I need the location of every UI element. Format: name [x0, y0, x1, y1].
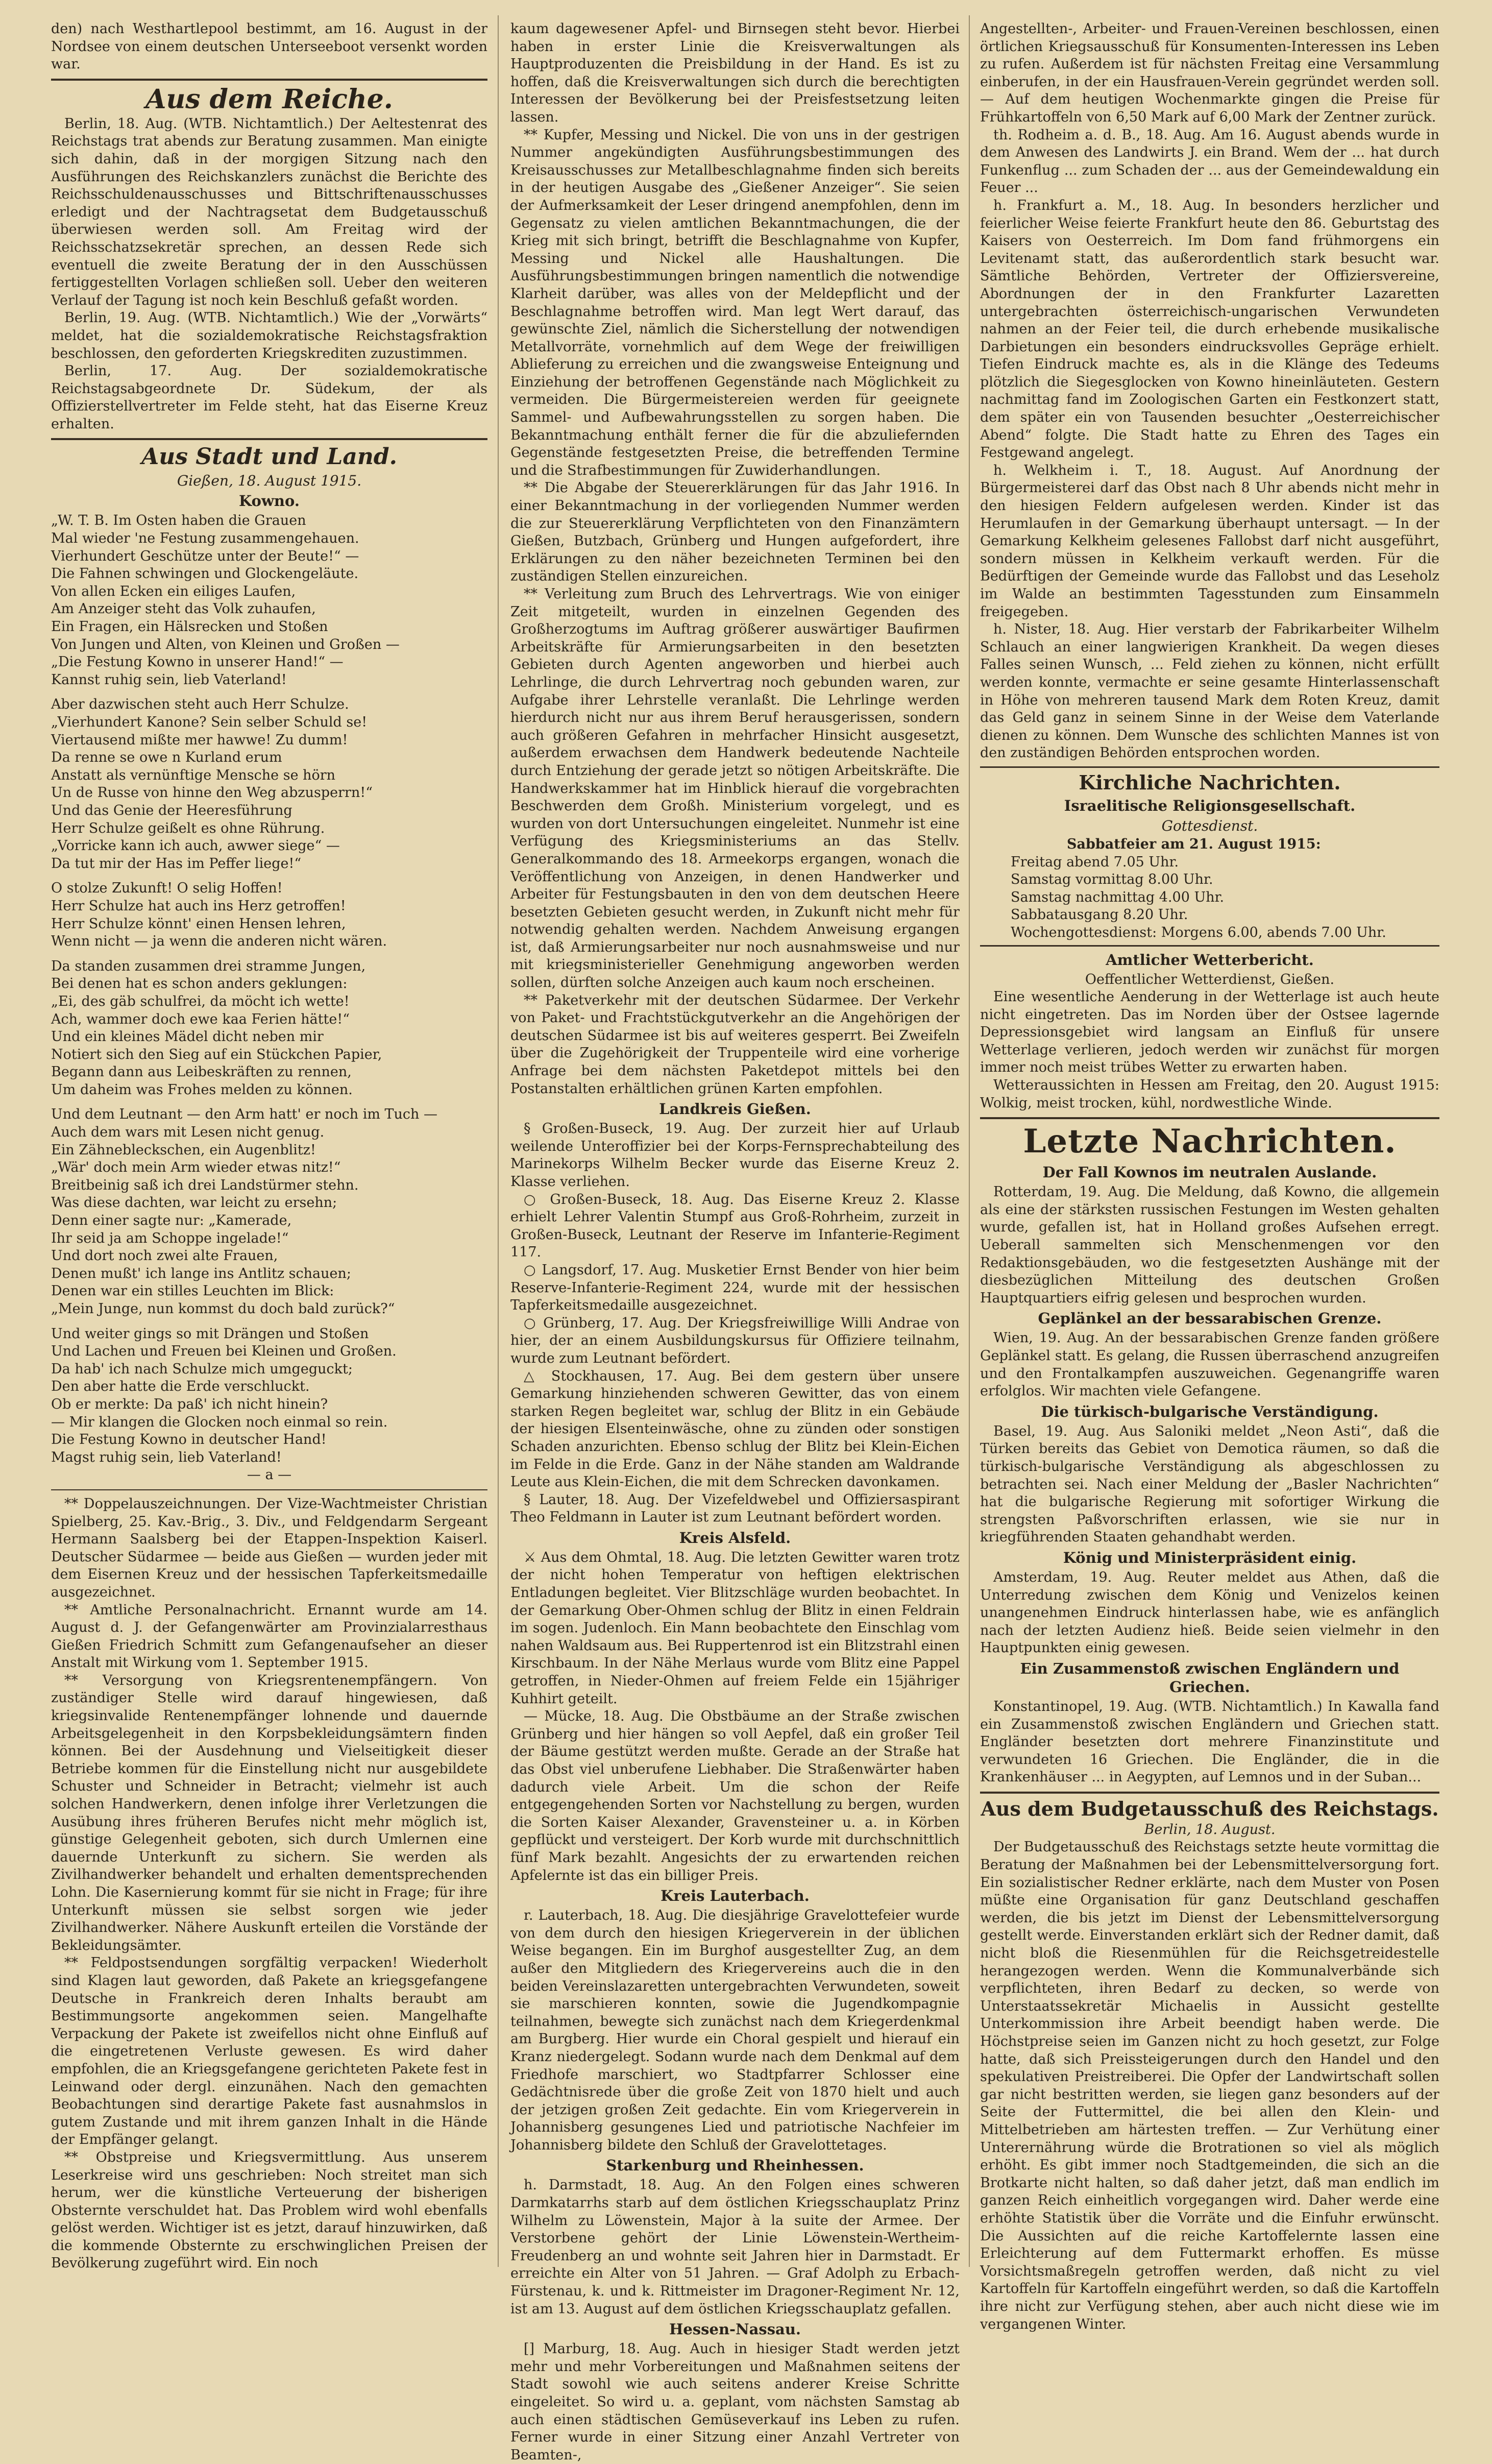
poem-line: „Die Festung Kowno in unserer Hand!“ — [51, 654, 344, 670]
poem-line: „Mein Junge, nun kommst du doch bald zurück?“ [51, 1301, 395, 1317]
article: h. Welkheim i. T., 18. August. Auf Anordnung der Bürgermeisterei darf das Obst nach 8 Uhr abends nicht mehr in den hiesigen Feldern aufgelesen werden. Kinder ist das Herumlaufen in der Gemarkung überhaupt untersagt. — In der Gemarkung Kelkheim gelesenes Fallobst darf nicht ausgeführt, sondern müssen in Kelkheim verkauft werden. Für die Bedürftigen der Gemeinde wurde das Fallobst und das Leseholz im Walde an bestimmten Tagesstunden zum Einsammeln freigegeben. [980, 462, 1439, 620]
poem-line: — Mir klangen die Glocken noch einmal so rein. [51, 1414, 388, 1430]
article: ** Verleitung zum Bruch des Lehrvertrags. Wie von einiger Zeit mitgeteilt, wurden in einzelnen Gegenden des Großherzogtums im Auftrag größerer auswärtiger Baufirmen Arbeitskräfte für Armierungsarbeiten in den besetzten Gebieten durch Agenten angeworben und hierbei auch Lehrlinge, die durch Lehrvertrag noch gebunden waren, zur Aufgabe ihrer Lehrstelle veranlaßt. Die Lehrlinge werden hierdurch nicht nur aus ihrem Beruf herausgerissen, sondern auch größeren Gefahren in mehrfacher Hinsicht ausgesetzt, außerdem erwachsen dem Handwerk bedeutende Nachteile durch Entziehung der gerade jetzt so nötigen Arbeitskräfte. Die Handwerkskammer hat im Hinblick hierauf die vorgebrachten Beschwerden dem Großh. Ministerium vorgelegt, und es wurden von dort Untersuchungen eingeleitet. Nunmehr ist eine Verfügung des Kriegsministeriums an das Stellv. Generalkommando des 18. Armeekorps ergangen, wonach die Veröffentlichung von Anzeigen, in denen Handwerker und Arbeiter für Festungsbauten in den von dem deutschen Heere besetzten Gebieten gesucht werden, in Zukunft nicht mehr für notwendig gehalten werden. Nachdem Anweisung ergangen ist, daß Armierungsarbeiter nur noch ausnahmsweise und nur mit kriegsministerieller Genehmigung angeworben werden sollen, dürften solche Anzeigen auch kaum noch erscheinen. [510, 586, 960, 991]
poem-line: Magst ruhig sein, lieb Vaterland! [51, 1449, 282, 1465]
poem-line: Und ein kleines Mädel dicht neben mir [51, 1029, 324, 1045]
article: Berlin, 19. Aug. (WTB. Nichtamtlich.) Wie der „Vorwärts“ meldet, hat die sozialdemokratische Reichstagsfraktion beschlossen, den geforderten Kriegskrediten zuzustimmen. [51, 310, 487, 361]
article: ** Obstpreise und Kriegsvermittlung. Aus unserem Leserkreise wird uns geschrieben: Noch streitet man sich herum, wer die künstliche Verteuerung der bisherigen Obsternte verschuldet hat. Das Problem wird wohl ebenfalls gelöst werden. Wichtiger ist es jetzt, darauf hinzuwirken, daß die kommende Obsternte zu erschwinglichen Preisen der Bevölkerung zugeführt wird. Ein noch [51, 2149, 487, 2272]
article: Amsterdam, 19. Aug. Reuter meldet aus Athen, daß die Unterredung zwischen dem König und Venizelos keinen unangenehmen Eindruck hinterlassen habe, wie es anfänglich nach der letzten Audienz hieß. Beide seien vielmehr in den Hauptpunkten einig gewesen. [980, 1569, 1439, 1656]
section-title-reich: Aus dem Reiche. [145, 83, 393, 115]
poem-line: Herr Schulze könnt' einen Hensen lehren, [51, 915, 346, 932]
article: ** Doppelauszeichnungen. Der Vize-Wachtmeister Christian Spielberg, 25. Kav.-Brig., 3. Div., und Feldgendarm Sergeant Hermann Saalsberg bei der Etappen-Inspektion Kaiserl. Deutscher Südarmee — beide aus Gießen — wurden jeder mit dem Eisernen Kreuz und der hessischen Tapferkeitsmedaille ausgezeichnet. [51, 1495, 487, 1600]
poem-line: Viertausend mißte mer hawwe! Zu dumm! [51, 732, 348, 748]
article: ○ Langsdorf, 17. Aug. Musketier Ernst Bender von hier beim Reserve-Infanterie-Regiment 224, wurde mit der hessischen Tapferkeitsmedaille ausgezeichnet. [510, 1262, 960, 1314]
poem-line: Notiert sich den Sieg auf ein Stückchen Papier, [51, 1046, 382, 1062]
poem-line: „Vierhundert Kanone? Sein selber Schuld se! [51, 714, 368, 730]
section-rule [51, 1489, 487, 1490]
column-1 [51, 20, 487, 2272]
article: Basel, 19. Aug. Aus Saloniki meldet „Neon Asti“, daß die Türken bereits das Gebiet von Demotica räumen, so daß die türkisch-bulgarische Verständigung als abgeschlossen zu betrachten sei. Nach einer Meldung der „Basler Nachrichten“ hat die bulgarische Regierung mit sofortiger Wirkung die strengsten Paßvorschriften erlassen, wie sie nur in kriegführenden Staaten gehandhabt werden. [980, 1423, 1439, 1545]
poem-line: Un de Russe von hinne den Weg abzusperrn!“ [51, 785, 373, 801]
subsection-title: Kreis Lauterbach. [661, 1887, 810, 1905]
poem-line: Von allen Ecken ein eiliges Laufen, [51, 583, 296, 599]
stanza-gap [51, 689, 487, 696]
article: Konstantinopel, 19. Aug. (WTB. Nichtamtlich.) In Kawalla fand ein Zusammenstoß zwischen Engländern und Griechen statt. Engländer besetzten dort mehrere Finanzinstitute und verwundeten 16 Griechen. Die Engländer, die in die Krankenhäuser ... in Aegypten, auf Lemnos und in der Suban... [980, 1698, 1439, 1785]
weather-forecast: Wetteraussichten in Hessen am Freitag, den 20. August 1915: Wolkig, meist trocken, kühl, nordwestliche Winde. [980, 1077, 1439, 1111]
poem-line: Aber dazwischen steht auch Herr Schulze. [51, 696, 349, 713]
poem-line: Da tut mir der Has im Peffer liege!“ [51, 855, 302, 872]
poem-line: Denen mußt' ich lange ins Antlitz schauen; [51, 1265, 351, 1282]
article: ** Feldpostsendungen sorgfältig verpacken! Wiederholt sind Klagen laut geworden, daß Pakete an kriegsgefangene Deutsche in Frankreich deren Inhalts beraubt am Bestimmungsorte angekommen seien. Mangelhafte Verpackung der Pakete ist zweifellos nicht ohne Einfluß auf die eingetretenen Verluste gewesen. Es wird daher empfohlen, die an Kriegsgefangene gerichteten Pakete fest in Leinwand oder dergl. einzunähen. Nach den gemachten Beobachtungen sind derartige Pakete fast ausnahmslos in gutem Zustande und mit ihrem ganzen Inhalt in die Hände der Empfänger gelangt. [51, 1955, 487, 2148]
article: ○ Großen-Buseck, 18. Aug. Das Eiserne Kreuz 2. Klasse erhielt Lehrer Valentin Stumpf aus Groß-Rohrheim, zurzeit in Großen-Buseck, Leutnant der Reserve im Infanterie-Regiment 117. [510, 1191, 960, 1261]
poem-line: Da renne se owe n Kurland erum [51, 750, 282, 766]
poem-line: Am Anzeiger steht das Volk zuhaufen, [51, 601, 316, 617]
subsection-title: Der Fall Kownos im neutralen Auslande. [1042, 1164, 1377, 1181]
article: r. Lauterbach, 18. Aug. Die diesjährige Gravelottefeier wurde von dem durch den hiesigen Kriegerverein in der üblichen Weise begangen. Ein im Burghof ausgestellter Zug, an dem außer den Mitgliedern des Kriegervereins auch die in den beiden Vereinslazaretten untergebrachten Verwundeten, soweit sie marschieren konnten, sowie die Jugendkompagnie teilnahmen, bewegte sich zunächst nach dem Kriegerdenkmal am Burgberg. Hier wurde ein Choral gespielt und hierauf ein Kranz niedergelegt. Sodann wurde nach dem Denkmal auf dem Friedhofe marschiert, wo Stadtpfarrer Schlosser eine Gedächtnisrede über die große Zeit von 1870 hielt und auch der jetzigen großen Zeit gedachte. Ein vom Kriegerverein in Johannisberg gesungenes Lied und patriotische Nachfeier im Johannisberg bildete den Schluß der Gravelottetages. [510, 1907, 960, 2153]
poem-line: „W. T. B. Im Osten haben die Grauen [51, 513, 306, 529]
poem-line: Herr Schulze geißelt es ohne Rührung. [51, 820, 325, 836]
article: ** Versorgung von Kriegsrentenempfängern. Von zuständiger Stelle wird darauf hingewiesen, daß kriegsinvalide Rentenempfänger lohnende und dauernde Arbeitsgelegenheit in den Korpsbekleidungsämtern finden können. Bei der Ausdehnung und Vielseitigkeit dieser Betriebe kommen für die Einstellung nicht nur ausgebildete Schuster und Schneider in Betracht; vielmehr ist auch solchen Handwerkern, denen infolge ihrer Verletzungen die Ausübung ihres früheren Berufes nicht mehr möglich ist, günstige Gelegenheit geboten, sich durch Umlernen eine dauernde Unterkunft zu sichern. Sie werden als Zivilhandwerker behandelt und erhalten dementsprechenden Lohn. Die Kasernierung kommt für sie nicht in Frage; für ihre Unterkunft müssen sie selbst sorgen wie jeder Zivilhandwerker. Nähere Auskunft erteilen die Vorstände der Bekleidungsämter. [51, 1672, 487, 1953]
article: Berlin, 18. Aug. (WTB. Nichtamtlich.) Der Aeltestenrat des Reichstags trat abends zur Beratung zusammen. Man einigte sich dahin, daß in der morgigen Sitzung nach den Ausführungen des Reichskanzlers zunächst die Berichte des Reichsschuldenausschusses und Bittschriftenausschusses erledigt und der Nachtragsetat dem Budgetausschuß überwiesen werden soll. Am Freitag wird der Reichsschatzsekretär sprechen, an dessen Rede sich eventuell die zweite Beratung der in den Ausschüssen fertiggestellten Vorlagen schließen soll. Ueber den weiteren Verlauf der Tagung ist noch kein Beschluß gefaßt worden. [51, 115, 487, 308]
article: — Mücke, 18. Aug. Die Obstbäume an der Straße zwischen Grünberg und hier hängen so voll Aepfel, daß ein großer Teil der Bäume gestützt werden mußte. Gerade an der Straße hat das Obst viel unberufene Liebhaber. Die Straßenwärter haben dadurch viele Arbeit. Um die schon der Reife entgegengehenden Sorten vor Nachstellung zu bergen, wurden die Sorten Kaiser Alexander, Gravensteiner u. a. in Körben gepflückt und versteigert. Der Korb wurde mit durchschnittlich fünf Mark bezahlt. Angesichts der zu erwartenden reichen Apfelernte ist das ein billiger Preis. [510, 1708, 960, 1883]
poem-line: Bei denen hat es schon anders geklungen: [51, 976, 348, 992]
article: [] Marburg, 18. Aug. Auch in hiesiger Stadt werden jetzt mehr und mehr Vorbereitungen und Maßnahmen seitens der Stadt sowohl wie auch seitens anderer Kreise Schritte eingeleitet. So wird u. a. geplant, vom nächsten Samstag ab auch einen städtischen Gemüseverkauf ins Leben zu rufen. Ferner wurde in einer Sitzung einer Anzahl Vertreter von Beamten-, [510, 2341, 960, 2463]
stanza-gap [51, 1318, 487, 1325]
subsection-title: Geplänkel an der bessarabischen Grenze. [1038, 1310, 1382, 1327]
schedule-line: Wochengottesdienst: Morgens 6.00, abends 7.00 Uhr. [1011, 924, 1386, 940]
poem-line: Und Lachen und Freuen bei Kleinen und Großen. [51, 1343, 397, 1360]
article: ** Die Abgabe der Steuererklärungen für das Jahr 1916. In einer Bekanntmachung in der vorliegenden Nummer werden die zur Steuererklärung Verpflichteten von den Finanzämtern Gießen, Butzbach, Grünberg und Hungen aufgefordert, ihre Erklärungen zu den näher bezeichneten Terminen bei den zuständigen Stellen einzureichen. [510, 480, 960, 585]
stanza-gap [51, 951, 487, 958]
church-subtitle: Israelitische Religionsgesellschaft. [1064, 796, 1356, 814]
poem-line: Ach, wammer doch ewe kaa Ferien hätte!“ [51, 1011, 350, 1027]
schedule-line: Sabbatausgang 8.20 Uhr. [1011, 907, 1188, 923]
article: Angestellten-, Arbeiter- und Frauen-Vereinen beschlossen, einen örtlichen Kriegsausschuß für Konsumenten-Interessen ins Leben zu rufen. Außerdem ist für nächsten Freitag eine Versammlung einberufen, in der ein Hausfrauen-Verein gegründet werden soll. — Auf dem heutigen Wochenmarkte gingen die Preise für Frühkartoffeln von 6,50 Mark auf 6,00 Mark der Zentner zurück. [980, 21, 1439, 125]
church-box [980, 766, 1439, 947]
poem-line: Und dem Leutnant — den Arm hatt' er noch im Tuch — [51, 1106, 438, 1123]
poem-line: Denn einer sagte nur: „Kamerade, [51, 1213, 292, 1229]
poem-line: Von Jungen und Alten, von Kleinen und Großen — [51, 636, 400, 653]
section-rule [980, 1117, 1439, 1119]
church-title: Kirchliche Nachrichten. [1079, 770, 1341, 794]
poem-line: Da hab' ich nach Schulze mich umgeguckt; [51, 1361, 353, 1377]
poem-line: Um daheim was Frohes melden zu können. [51, 1081, 353, 1098]
poem-line: O stolze Zukunft! O selig Hoffen! [51, 880, 283, 897]
weather-source: Oeffentlicher Wetterdienst, Gießen. [1085, 971, 1335, 987]
poem-line: Den aber hatte die Erde verschluckt. [51, 1379, 310, 1395]
column-rule [498, 15, 499, 2267]
poem-line: Mal wieder 'ne Festung zusammengehauen. [51, 530, 359, 547]
poem [51, 512, 487, 1466]
poem-line: Breitbeinig saß ich drei Landstürmer stehn. [51, 1177, 359, 1193]
weather-text: Eine wesentliche Aenderung in der Wetterlage ist auch heute nicht eingetreten. Das im Norden über der Ostsee lagernde Depressionsgebiet wird langsam an Einfluß für unsere Wetterlage verlieren, jedoch werden wir zunächst für morgen immer noch meist trübes Wetter zu erwarten haben. [980, 989, 1439, 1076]
poem-line: Was diese dachten, war leicht zu ersehn; [51, 1195, 337, 1211]
subsection-title: Hessen-Nassau. [669, 2321, 801, 2338]
subsection-title: Kreis Alsfeld. [679, 1529, 791, 1547]
poem-line: Und das Genie der Heeresführung [51, 802, 292, 818]
article: ** Amtliche Personalnachricht. Ernannt wurde am 14. August d. J. der Gefangenwärter am Provinzialarresthaus Gießen Friedrich Schmitt zum Gefangenaufseher an dieser Anstalt mit Wirkung vom 1. September 1915. [51, 1602, 487, 1671]
section-rule [51, 438, 487, 440]
article: ** Kupfer, Messing und Nickel. Die von uns in der gestrigen Nummer angekündigten Ausführungsbestimmungen des Kreisausschusses zur Metallbeschlagnahme finden sich bereits in der heutigen Ausgabe des „Gießener Anzeiger“. Sie seien der Aufmerksamkeit der Leser dringend anempfohlen, denn im Gegensatz zu vielen amtlichen Bekanntmachungen, die der Krieg mit sich bringt, betrifft die Beschlagnahme von Kupfer, Messing und Nickel alle Haushaltungen. Die Ausführungsbestimmungen bringen namentlich die notwendige Klarheit darüber, was alles von der Meldepflicht und der Beschlagnahme betroffen wird. Man legt Wert darauf, das gewünschte Ziel, nämlich die Sicherstellung der notwendigen Metallvorräte, vornehmlich auf dem Wege der freiwilligen Ablieferung zu erreichen und die zwangsweise Enteignung und Einziehung der betroffenen Gegenstände nach Möglichkeit zu vermeiden. Die Bürgermeistereien werden für geeignete Sammel- und Aufbewahrungsstellen zu sorgen haben. Die Bekanntmachung enthält ferner die für die abzuliefernden Gegenstände festgesetzten Preise, die betreffenden Termine und die Strafbestimmungen für Zuwiderhandlungen. [510, 127, 960, 478]
poem-line: Die Fahnen schwingen und Glockengeläute. [51, 566, 359, 582]
article: Der Budgetausschuß des Reichstags setzte heute vormittag die Beratung der Maßnahmen bei der Lebensmittelversorgung fort. Ein sozialistischer Redner erklärte, nach dem Muster von Posen müßte eine Organisation für ganz Deutschland geschaffen werden, die bis jetzt im Dienst der Lebensmittelversorgung gestellt werde. Einverstanden erklärt sich der Redner damit, daß nicht bloß die Riesenmühlen für die Reichsgetreidestelle herangezogen werden. Wenn die Kommunalverbände sich verpflichteten, ihren Bedarf zu decken, so werde von Unterstaatssekretär Michaelis in Aussicht gestellte Unterkommission ihre Arbeit beendigt haben werde. Die Höchstpreise seien im Ganzen nicht zu hoch gesetzt, zur Folge hatte, daß sich Preissteigerungen durch den Handel und den spekulativen Preistreiberei. Die Opfer der Landwirtschaft sollen gar nicht bestritten werden, sie liegen ganz besonders auf der Seite der Futtermittel, die bei allen den Klein- und Mittelbetrieben am härtesten treffen. — Zur Verhütung einer Unterernährung würde die Brotrationen so viel als möglich erhöht. Es gibt immer noch Stadtgemeinden, die sich an die Brotkarte nicht halten, so daß daher jetzt, daß man endlich im ganzen Reich einheitlich vorgegangen wird. Daher werde eine erhöhte Statistik über die Vorräte und die Einfuhr erwünscht. Die Aussichten auf die reiche Kartoffelernte lassen eine Erleichterung auf dem Futtermarkt erhoffen. Es müsse Vorsichtsmaßregeln getroffen werden, daß nicht zu viel Kartoffeln für Kartoffeln eingeführt werden, so daß die Kartoffeln ihre nicht zur Verfügung stehen, aber auch nicht diese wie im vergangenen Winter. [980, 1839, 1439, 2332]
article: th. Rodheim a. d. B., 18. Aug. Am 16. August abends wurde in dem Anwesen des Landwirts J. ein Brand. Wem der ... hat durch Funkenflug ... zum Schaden der ... aus der Gemeindewaldung ein Feuer ... [980, 127, 1439, 196]
schedule-line: Samstag vormittag 8.00 Uhr. [1011, 872, 1213, 888]
dateline: Gießen, 18. August 1915. [177, 472, 362, 490]
church-service: Gottesdienst. [1161, 817, 1258, 834]
poem-line: „Ei, des gäb schulfrei, da möcht ich wette! [51, 993, 350, 1009]
poem-line: Kannst ruhig sein, lieb Vaterland! [51, 671, 287, 688]
article: Rotterdam, 19. Aug. Die Meldung, daß Kowno, die allgemein als eine der stärksten russischen Festungen im Westen gehalten wurde, gefallen ist, hat in Holland großes Aufsehen erregt. Ueberall sammelten sich Menschenmengen vor den Redaktionsgebäuden, wo die festgesetzten Aushänge mit der diesbezüglichen Mitteilung des deutschen Großen Hauptquartiers eifrig gelesen und besprochen wurden. [980, 1184, 1439, 1306]
subsection-title: Starkenburg und Rheinhessen. [606, 2157, 864, 2175]
section-rule [980, 1792, 1439, 1794]
poem-line: „Vorricke kann ich auch, awwer siege“ — [51, 838, 340, 854]
article: Wien, 19. Aug. An der bessarabischen Grenze fanden größere Geplänkel statt. Es gelang, die Russen überraschend anzugreifen und den Frontalkampfen auszuweichen. Gegenangriffe waren erfolglos. Wir machten viele Gefangene. [980, 1330, 1439, 1399]
column-rule [969, 15, 970, 2267]
poem-line: Denen war ein stilles Leuchten im Blick: [51, 1283, 334, 1299]
article: h. Nister, 18. Aug. Hier verstarb der Fabrikarbeiter Wilhelm Schlauch an einer langwierigen Krankheit. Da wegen dieses Falles seinen Wunsch, ... Feld ziehen zu können, nicht erfüllt werden konnte, vermachte er seine gesamte Hinterlassenschaft in Höhe von mehreren tausend Mark dem Roten Kreuz, damit das Geld ganz in seinem Sinne in der Weise dem Vaterlande dienen zu können. Dem Wunsche des schlichten Mannes ist von den zuständigen Behörden entsprochen worden. [980, 621, 1439, 761]
article: h. Frankfurt a. M., 18. Aug. In besonders herzlicher und feierlicher Weise feierte Frankfurt heute den 86. Geburtstag des Kaisers von Oesterreich. Im Dom fand frühmorgens ein Levitenamt statt, das außerordentlich stark besucht war. Sämtliche Behörden, Vertreter der Offiziersvereine, Abordnungen der in den Frankfurter Lazaretten untergebrachten österreichisch-ungarischen Verwundeten nahmen an der Feier teil, die durch erhebende musikalische Darbietungen ein besonders eindrucksvolles Gepräge erhielt. Tiefen Eindruck machte es, als in die Klänge des Tedeums plötzlich die Siegesglocken von Kowno hineinläuteten. Gestern nachmittag fand im Zoologischen Garten ein Festkonzert statt, dem später ein von Tausenden besuchter „Oesterreichischer Abend“ folgte. Die Stadt hatte zu Ehren des Tages ein Festgewand angelegt. [980, 197, 1439, 461]
article: § Lauter, 18. Aug. Der Vizefeldwebel und Offiziersaspirant Theo Feldmann in Lauter ist zum Leutnant befördert worden. [510, 1491, 960, 1526]
poem-line: Ihr seid ja am Schoppe ingelade!“ [51, 1230, 289, 1246]
poem-line: Anstatt als vernünftige Mensche se hörn [51, 767, 336, 783]
poem-line: Begann dann aus Leibeskräften zu rennen, [51, 1064, 352, 1080]
schedule-line: Freitag abend 7.05 Uhr. [1011, 854, 1179, 870]
article: △ Stockhausen, 17. Aug. Bei dem gestern über unsere Gemarkung hinziehenden schweren Gewitter, das von einem starken Regen begleitet war, schlug der Blitz in ein Gebäude der hiesigen Elsenteinwäsche, ohne zu zünden oder sonstigen Schaden anzurichten. Ebenso schlug der Blitz bei Klein-Eichen im Felde in die Erde. Ganz in der Nähe standen am Waldrande Leute aus Klein-Eichen, die mit dem Schrecken davonkamen. [510, 1368, 960, 1490]
poem-line: „Wär' doch mein Arm wieder etwas nitz!“ [51, 1159, 341, 1176]
poem-line: Ob er merkte: Da paß' ich nicht hinein? [51, 1396, 328, 1412]
poem-line: Ein Fragen, ein Hälsrecken und Stoßen [51, 619, 328, 635]
budget-title: Aus dem Budgetausschuß des Reichstags. [981, 1797, 1439, 1820]
poem-signature: — a — [247, 1467, 292, 1483]
column-2 [510, 20, 960, 2463]
article: ** Paketverkehr mit der deutschen Südarmee. Der Verkehr von Paket- und Frachtstückgutverkehr an die Angehörigen der deutschen Südarmee ist bis auf weiteres gesperrt. Bei Zweifeln über die Zugehörigkeit der Truppenteile wird eine vorherige Anfrage bei dem nächsten Paketdepot mittels bei den Postanstalten erhältlichen grünen Karten empfohlen. [510, 992, 960, 1097]
schedule-line: Sabbatfeier am 21. August 1915: [1067, 836, 1321, 852]
stanza-gap [51, 873, 487, 880]
article: kaum dagewesener Apfel- und Birnsegen steht bevor. Hierbei haben in erster Linie die Kreisverwaltungen als Hauptproduzenten die Preisbildung in der Hand. Es ist zu hoffen, daß die Kreisverwaltungen sich durch die berechtigten Interessen der Bevölkerung bei der Preisfestsetzung leiten lassen. [510, 21, 960, 125]
poem-line: Und dort noch zwei alte Frauen, [51, 1248, 278, 1264]
poem-line: Da standen zusammen drei stramme Jungen, [51, 958, 366, 974]
intro-text: den) nach Westhartlepool bestimmt, am 16. August in der Nordsee von einem deutschen Unterseeboot versenkt worden war. [51, 21, 487, 73]
subsection-title: Landkreis Gießen. [659, 1100, 811, 1118]
subsection-title: König und Ministerpräsident einig. [1063, 1549, 1357, 1566]
poem-line: Vierhundert Geschütze unter der Beute!“ — [51, 548, 359, 564]
poem-line: Ein Zähnebleckschen, ein Augenblitz! [51, 1142, 316, 1158]
poem-line: Herr Schulze hat auch ins Herz getroffen! [51, 898, 346, 914]
schedule-line: Samstag nachmittag 4.00 Uhr. [1011, 889, 1225, 905]
poem-title: Kowno. [239, 492, 300, 510]
subsection-title: Die türkisch-bulgarische Verständigung. [1041, 1403, 1379, 1420]
article: § Großen-Buseck, 19. Aug. Der zurzeit hier auf Urlaub weilende Unteroffizier bei der Korps-Fernsprechabteilung des Marinekorps Wilhelm Becker wurde das Eiserne Kreuz 2. Klasse verliehen. [510, 1121, 960, 1190]
poem-line: Auch dem wars mit Lesen nicht genug. [51, 1124, 325, 1141]
poem-line: Wenn nicht — ja wenn die anderen nicht wären. [51, 933, 387, 950]
article: ○ Grünberg, 17. Aug. Der Kriegsfreiwillige Willi Andrae von hier, der an einem Ausbildungskursus für Offiziere teilnahm, wurde zum Leutnant befördert. [510, 1315, 960, 1366]
dateline: Berlin, 18. August. [1144, 1821, 1276, 1838]
weather-title: Amtlicher Wetterbericht. [1106, 951, 1314, 969]
poem-line: Die Festung Kowno in deutscher Hand! [51, 1432, 327, 1448]
column-3 [980, 20, 1439, 2332]
section-title-stadt: Aus Stadt und Land. [141, 444, 397, 470]
latest-news-title: Letzte Nachrichten. [1023, 1122, 1397, 1161]
poem-line: Und weiter gings so mit Drängen und Stoßen [51, 1325, 369, 1342]
subsection-title: Ein Zusammenstoß zwischen Engländern und Griechen. [1020, 1659, 1400, 1696]
stanza-gap [51, 1099, 487, 1106]
section-rule [51, 79, 487, 81]
article: ⚔ Aus dem Ohmtal, 18. Aug. Die letzten Gewitter waren trotz der nicht hohen Temperatur von heftigen elektrischen Entladungen begleitet. Vier Blitzschläge wurden beobachtet. In der Gemarkung Ober-Ohmen schlug der Blitz in einen Feldrain im sogen. Judenloch. Ein Mann beobachtete den Einschlag vom nahen Waldsaum aus. Bei Ruppertenrod ist ein Blitzstrahl einen Kirschbaum. In der Nähe Merlaus wurde vom Blitz eine Pappel getroffen, in Nieder-Ohmen auf freiem Felde ein 15jähriger Kuhhirt geteilt. [510, 1549, 960, 1707]
article: Berlin, 17. Aug. Der sozialdemokratische Reichstagsabgeordnete Dr. Südekum, der als Offizierstellvertreter im Felde steht, hat das Eiserne Kreuz erhalten. [51, 363, 487, 432]
article: h. Darmstadt, 18. Aug. An den Folgen eines schweren Darmkatarrhs starb auf dem östlichen Kriegsschauplatz Prinz Wilhelm zu Löwenstein, Major à la suite der Armee. Der Verstorbene gehört der Linie Löwenstein-Wertheim-Freudenberg an und wohnte seit Jahren hier in Darmstadt. Er erreichte ein Alter von 51 Jahren. — Graf Adolph zu Erbach-Fürstenau, k. und k. Rittmeister im Dragoner-Regiment Nr. 12, ist am 13. August auf dem östlichen Kriegsschauplatz gefallen. [510, 2177, 960, 2317]
